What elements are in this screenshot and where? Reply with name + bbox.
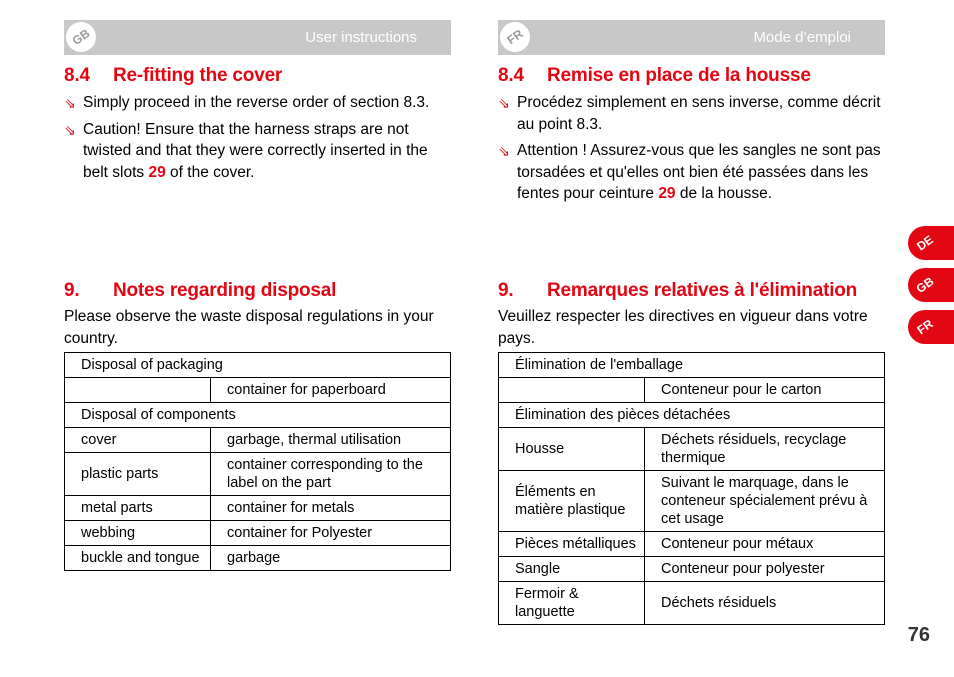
tab-label: DE [904, 222, 946, 264]
bullet-text: Simply proceed in the reverse order of section 8.3. [83, 94, 430, 111]
arrow-icon: ⇘ [64, 121, 76, 138]
table-cell [65, 378, 211, 403]
arrow-icon: ⇘ [498, 143, 510, 159]
table-row [65, 496, 451, 521]
table-cell: cover [65, 428, 211, 453]
table-row [499, 353, 885, 378]
table-row [65, 353, 451, 378]
table-cell: webbing [65, 521, 211, 546]
table-cell: Conteneur pour polyester [645, 557, 885, 582]
table-row [65, 378, 451, 403]
bullet-text: de la housse. [675, 185, 773, 202]
section-title-text: Remise en place de la housse [547, 65, 811, 86]
header-bar [498, 20, 885, 55]
bullet-text: Assurez-vous que les sangles ne sont pas torsadées et qu'elles ont bien été passées dans les fentes pour ceinture [517, 142, 881, 202]
arrow-icon: ⇘ [498, 95, 510, 111]
tab-de[interactable] [908, 226, 954, 260]
header-title: User instructions [305, 29, 417, 46]
page-number: 76 [907, 624, 930, 646]
language-badge: GB [60, 16, 102, 58]
tab-fr[interactable] [908, 310, 954, 344]
bullet-item [64, 92, 451, 114]
table-cell: Suivant le marquage, dans le conteneur spécialement prévu à cet usage [645, 471, 885, 532]
disposal-table [498, 352, 885, 625]
table-cell: metal parts [65, 496, 211, 521]
table-row [499, 403, 885, 428]
table-cell: Pièces métalliques [499, 532, 645, 557]
reference-number: 29 [658, 185, 676, 202]
table-cell: container for paperboard [211, 378, 451, 403]
right-column [498, 20, 885, 620]
arrow-icon: ⇘ [64, 95, 76, 111]
table-row [499, 532, 885, 557]
table-cell: buckle and tongue [65, 546, 211, 571]
bullet-text: Procédez simplement en sens inverse, comme décrit au point 8.3. [517, 94, 881, 133]
tab-label: FR [904, 306, 946, 348]
table-cell: container corresponding to the label on the part [211, 453, 451, 496]
table-heading-cell: Élimination de l'emballage [499, 353, 885, 378]
table-row [499, 557, 885, 582]
table-row [65, 453, 451, 496]
section-title-text: Notes regarding disposal [113, 280, 337, 301]
table-heading-cell: Disposal of packaging [65, 353, 451, 378]
bullet-item [498, 140, 885, 205]
table-cell: garbage, thermal utilisation [211, 428, 451, 453]
bullet-item [64, 119, 451, 184]
header-title: Mode d’emploi [753, 29, 851, 46]
section-title [64, 65, 451, 87]
table-cell: Sangle [499, 557, 645, 582]
caution-label: Attention ! [517, 142, 587, 159]
disposal-table [64, 352, 451, 571]
table-cell: Housse [499, 428, 645, 471]
table-cell: plastic parts [65, 453, 211, 496]
table-cell: Conteneur pour le carton [645, 378, 885, 403]
table-cell: Éléments en matière plastique [499, 471, 645, 532]
table-row [65, 521, 451, 546]
section-number: 9. [498, 280, 514, 301]
language-badge: FR [494, 16, 536, 58]
section-number: 8.4 [64, 65, 90, 86]
bullet-item [498, 92, 885, 135]
lead-text: Please observe the waste disposal regulations in your country. [64, 308, 434, 347]
section-number: 9. [64, 280, 80, 301]
section-title-text: Remarques relatives à l'élimination [547, 280, 858, 301]
section-title [64, 280, 451, 302]
table-cell: container for metals [211, 496, 451, 521]
table-row [65, 546, 451, 571]
table-row [499, 471, 885, 532]
table-heading-cell: Disposal of components [65, 403, 451, 428]
disposal-section [64, 270, 451, 571]
table-row [499, 582, 885, 625]
table-row [65, 428, 451, 453]
table-cell: Déchets résiduels, recyclage thermique [645, 428, 885, 471]
section-title [498, 280, 885, 302]
disposal-section [498, 270, 885, 625]
bullet-text: of the cover. [165, 163, 255, 181]
lead-text: Veuillez respecter les directives en vigueur dans votre pays. [498, 308, 868, 347]
table-cell: Fermoir & languette [499, 582, 645, 625]
caution-label: Caution! [83, 120, 141, 138]
tab-label: GB [904, 264, 946, 306]
table-row [499, 428, 885, 471]
reference-number: 29 [148, 163, 166, 181]
left-column [64, 20, 451, 566]
table-cell [499, 378, 645, 403]
table-row [499, 378, 885, 403]
table-cell: Conteneur pour métaux [645, 532, 885, 557]
section-title [498, 65, 885, 87]
header-bar [64, 20, 451, 55]
table-row [65, 403, 451, 428]
table-cell: Déchets résiduels [645, 582, 885, 625]
table-cell: garbage [211, 546, 451, 571]
tab-gb[interactable] [908, 268, 954, 302]
section-number: 8.4 [498, 65, 524, 86]
section-title-text: Re-fitting the cover [113, 65, 283, 86]
bullet-text: Ensure that the harness straps are not twisted and that they were correctly inserted in the belt slots [83, 120, 428, 181]
table-heading-cell: Élimination des pièces détachées [499, 403, 885, 428]
table-cell: container for Polyester [211, 521, 451, 546]
language-tabs [908, 226, 954, 352]
